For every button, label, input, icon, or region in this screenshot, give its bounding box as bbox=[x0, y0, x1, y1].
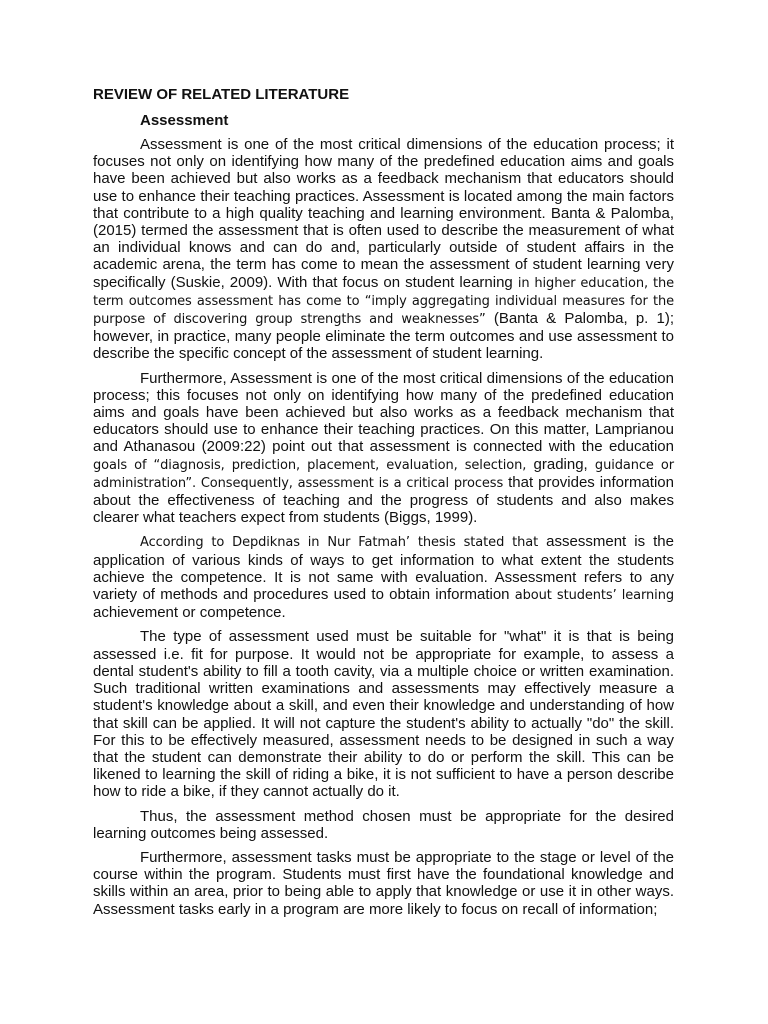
paragraph-5 bbox=[93, 808, 674, 842]
paragraph-6 bbox=[93, 849, 674, 918]
paragraph-3-text-a: According to Depdiknas in Nur Fatmah’ thesis stated that bbox=[140, 535, 539, 551]
paragraph-1-text-c: (Banta & Palomba, p. 1); however, in practice, many people eliminate the term outcomes and use assessment to describe the specific concept of the assessment of student learning. bbox=[93, 310, 675, 363]
paragraph-2-text-d: guidance or administration”. Consequently, assessment is a critical process bbox=[93, 457, 674, 491]
paragraph-3-text-d: achievement or competence. bbox=[93, 604, 286, 622]
paragraph-3-text-c: about students’ learning bbox=[514, 588, 674, 604]
paragraph-2 bbox=[93, 370, 674, 527]
paragraph-3-text-b: assessment is the application of various kinds of ways to get information to what extent the students achieve the competence. It is not same with evaluation. Assessment refers to any variety of methods and procedures used to obtain information bbox=[93, 533, 674, 604]
paragraph-2-text-c: grading, bbox=[526, 455, 595, 473]
paragraph-2-text-a: Furthermore, Assessment is one of the most critical dimensions of the education process; this focuses not only on identifying how many of the predefined education aims and goals have been achieved but also works as a feedback mechanism that educators should use to enhance their teaching practices. On this matter, Lamprianou and Athanasou (2009:22) point out that assessment is connected with the education bbox=[93, 369, 674, 456]
paragraph-1 bbox=[93, 136, 674, 363]
paragraph-5-text: Thus, the assessment method chosen must be appropriate for the desired learning outcomes being assessed. bbox=[93, 807, 674, 842]
section-heading: Assessment bbox=[140, 112, 229, 129]
paragraph-6-text: Furthermore, assessment tasks must be appropriate to the stage or level of the course within the program. Students must first have the foundational knowledge and skills within an area, prior to being able to apply that knowledge or use it in other ways. Assessment tasks early in a program are more likely to focus on recall of information; bbox=[93, 848, 674, 918]
paragraph-4 bbox=[93, 628, 674, 800]
paragraph-3 bbox=[93, 533, 674, 621]
paragraph-4-text: The type of assessment used must be suitable for "what" it is that is being assessed i.e. fit for purpose. It would not be appropriate for example, to assess a dental student's ability to fill a tooth cavity, via a multiple choice or written examination. Such traditional written examinations and assessments may effectively measure a student's knowledge about a skill, and even their knowledge and understanding of how that skill can be applied. It will not capture the student's ability to actually "do" the skill. For this to be effectively measured, assessment needs to be designed in such a way that the student can demonstrate their ability to do or perform the skill. This can be likened to learning the skill of riding a bike, it is not sufficient to have a person describe how to ride a bike, if they cannot actually do it. bbox=[93, 628, 674, 801]
paragraph-1-text-b: in higher education, the term outcomes assessment has come to “imply aggregating individual measures for the purpose of discovering group strengths and weaknesses” bbox=[93, 275, 674, 328]
paragraph-2-text-b: goals of “diagnosis, prediction, placement, evaluation, selection, bbox=[93, 457, 527, 473]
paragraph-1-text-a: Assessment is one of the most critical dimensions of the education process; it focuses not only on identifying how many of the predefined education aims and goals have been achieved but also works as a feedback mechanism that educators should use to enhance their teaching practices. Assessment is located among the main factors that contribute to a high quality teaching and learning environment. Banta & Palomba, (2015) termed the assessment that is often used to describe the measurement of what an individual knows and can do and, particularly outside of student affairs in the academic arena, the term has come to mean the assessment of student learning very specifically (Suskie, 2009). With that focus on student learning bbox=[93, 136, 674, 291]
document-title: REVIEW OF RELATED LITERATURE bbox=[93, 86, 350, 103]
document-page bbox=[93, 86, 674, 925]
paragraph-2-text-e: that provides information about the effectiveness of teaching and the progress of students and also makes clearer what teachers expect from students (Biggs, 1999). bbox=[93, 473, 674, 527]
